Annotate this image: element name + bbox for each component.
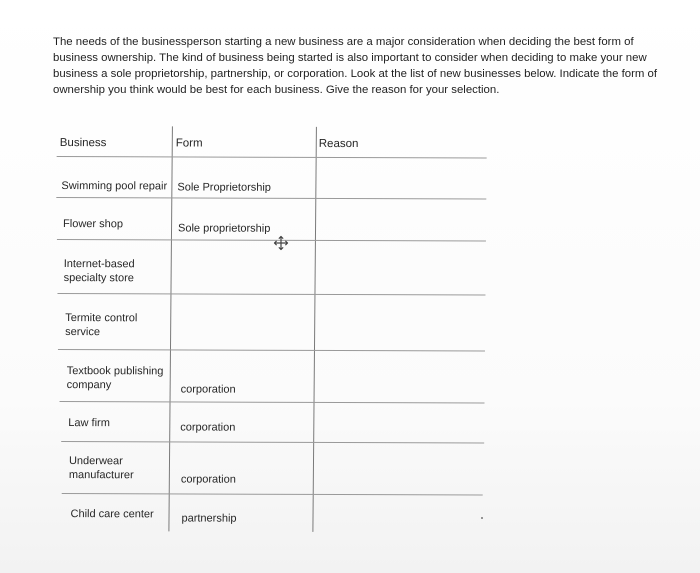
form-cell[interactable]: corporation [180,421,236,434]
row-divider [62,493,483,495]
reason-cell[interactable] [319,383,479,384]
reason-cell[interactable] [318,512,478,513]
business-cell: Termite control service [65,312,138,339]
form-cell[interactable]: corporation [180,383,236,396]
business-cell: Child care center [70,508,154,521]
form-cell[interactable]: corporation [180,473,236,486]
header-form: Form [175,137,203,150]
business-cell: Underwear manufacturer [68,455,134,482]
instructions-paragraph: The needs of the businessperson starting a new business are a major consideration when deciding the best form of business ownership. The kind of business being started is also important to consider when deciding to make your new business a sole proprietorship, partnership, or corporation. Look at the list of new businesses below. Indicate the form of ownership you think would be best for each business. Give the reason for your selection. [53,36,658,96]
form-cell: Sole Proprietorship [177,181,272,194]
row-divider [57,239,486,241]
business-cell: Internet-based specialty store [63,258,135,285]
business-cell: Law firm [68,417,110,430]
form-cell[interactable]: Sole proprietorship [177,222,271,235]
move-cursor-icon [273,235,289,251]
business-ownership-table [51,118,487,535]
header-reason: Reason [318,137,359,151]
row-divider [56,197,486,200]
reason-cell[interactable] [320,181,480,182]
reason-cell[interactable] [320,222,480,223]
business-cell: Swimming pool repair [61,180,168,193]
column-divider-form-reason [312,127,317,532]
reason-cell[interactable] [319,325,479,326]
row-divider [57,293,485,295]
business-cell: Textbook publishing company [66,365,164,392]
form-cell[interactable]: partnership [181,512,237,525]
reason-cell[interactable] [320,271,480,272]
row-divider [57,156,487,159]
small-mark [481,517,483,519]
reason-cell[interactable] [318,421,478,422]
header-business: Business [59,137,107,150]
row-divider [58,349,485,351]
reason-cell[interactable] [318,473,478,474]
row-divider [60,401,485,403]
business-cell: Flower shop [63,218,124,231]
row-divider [61,441,484,443]
